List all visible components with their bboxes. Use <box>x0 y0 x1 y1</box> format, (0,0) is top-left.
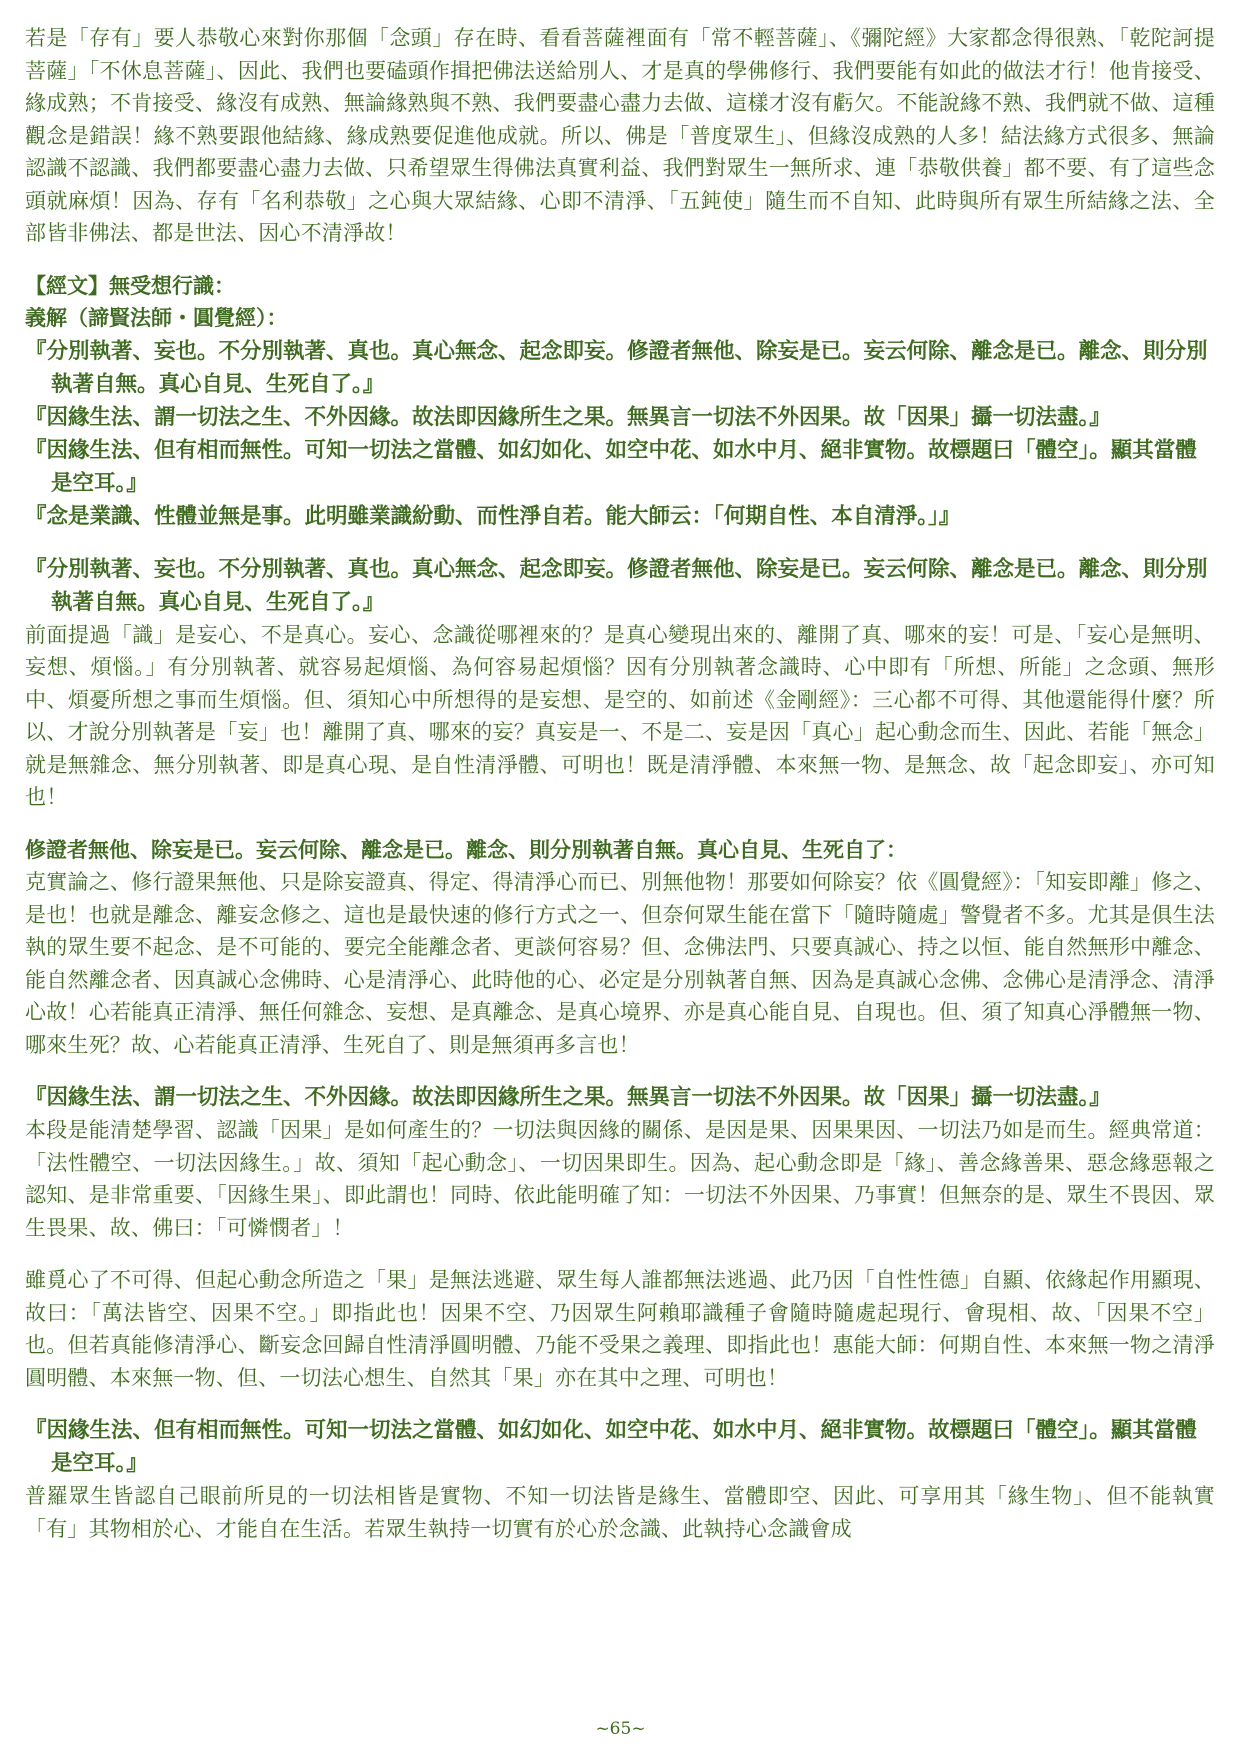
quote-2-repeat: 『因緣生法、謂一切法之生、不外因緣。故法即因緣所生之果。無異言一切法不外因果。故「因果」攝一切法盡。』 <box>25 1085 1111 1110</box>
document-body <box>25 22 1215 1545</box>
paragraph-intro: 若是「存有」要人恭敬心來對你那個「念頭」存在時、看看菩薩裡面有「常不輕菩薩」、《彌陀經》大家都念得很熟、「乾陀訶提菩薩」「不休息菩薩」、因此、我們也要磕頭作揖把佛法送給別人、才是真的學佛修行、我們要能有如此的做法才行！他肯接受、緣成熟；不肯接受、緣沒有成熟、無論緣熟與不熟、我們要盡心盡力去做、這樣才沒有虧欠。不能說緣不熟、我們就不做、這種觀念是錯誤！緣不熟要跟他結緣、緣成熟要促進他成就。所以、佛是「普度眾生」、但緣沒成熟的人多！結法緣方式很多、無論認識不認識、我們都要盡心盡力去做、只希望眾生得佛法真實利益、我們對眾生一無所求、連「恭敬供養」都不要、有了這些念頭就麻煩！因為、存有「名利恭敬」之心與大眾結緣、心即不清淨、「五鈍使」隨生而不自知、此時與所有眾生所結緣之法、全部皆非佛法、都是世法、因心不清淨故！ <box>25 26 1215 245</box>
commentary-heading: 義解（諦賢法師・圓覺經）： <box>25 305 288 330</box>
quote-1: 『分別執著、妄也。不分別執著、真也。真心無念、起念即妄。修證者無他、除妄是已。妄云何除、離念是已。離念、則分別執著自無。真心自見、生死自了。』 <box>25 338 1208 397</box>
paragraph-explanation-5: 普羅眾生皆認自己眼前所見的一切法相皆是實物、不知一切法皆是緣生、當體即空、因此、可享用其「緣生物」、但不能執實「有」其物相於心、才能自在生活。若眾生執持一切實有於心於念識、此執持心念識會成 <box>25 1484 1215 1541</box>
sutra-heading: 【經文】無受想行識： <box>25 272 235 298</box>
quote-1-repeat: 『分別執著、妄也。不分別執著、真也。真心無念、起念即妄。修證者無他、除妄是已。妄云何除、離念是已。離念、則分別執著自無。真心自見、生死自了。』 <box>25 556 1208 615</box>
paragraph-explanation-1: 前面提過「識」是妄心、不是真心。妄心、念識從哪裡來的？是真心變現出來的、離開了真、哪來的妄！可是、「妄心是無明、妄想、煩惱。」有分別執著、就容易起煩惱、為何容易起煩惱？因有分別執著念識時、心中即有「所想、所能」之念頭、無形中、煩憂所想之事而生煩惱。但、須知心中所想得的是妄想、是空的、如前述《金剛經》：三心都不可得、其他還能得什麼？所以、才說分別執著是「妄」也！離開了真、哪來的妄？真妄是一、不是二、妄是因「真心」起心動念而生、因此、若能「無念」就是無雜念、無分別執著、即是真心現、是自性清淨體、可明也！既是清淨體、本來無一物、是無念、故「起念即妄」、亦可知也！ <box>25 622 1215 809</box>
sub-heading: 修證者無他、除妄是已。妄云何除、離念是已。離念、則分別執著自無。真心自見、生死自了： <box>25 836 907 862</box>
quote-3-repeat: 『因緣生法、但有相而無性。可知一切法之當體、如幻如化、如空中花、如水中月、絕非實物。故標題曰「體空」。顯其當體是空耳。』 <box>25 1418 1197 1476</box>
quote-3: 『因緣生法、但有相而無性。可知一切法之當體、如幻如化、如空中花、如水中月、絕非實物。故標題曰「體空」。顯其當體是空耳。』 <box>25 437 1197 496</box>
paragraph-explanation-3: 本段是能清楚學習、認識「因果」是如何產生的？一切法與因緣的關係、是因是果、因果果因、一切法乃如是而生。經典常道：「法性體空、一切法因緣生。」故、須知「起心動念」、一切因果即生。因為、起心動念即是「緣」、善念緣善果、惡念緣惡報之認知、是非常重要、「因緣生果」、即此謂也！同時、依此能明確了知：一切法不外因果、乃事實！但無奈的是、眾生不畏因、眾生畏果、故、佛曰：「可憐憫者」！ <box>25 1118 1215 1240</box>
paragraph-explanation-4: 雖覓心了不可得、但起心動念所造之「果」是無法逃避、眾生每人誰都無法逃過、此乃因「自性性德」自顯、依緣起作用顯現、故曰：「萬法皆空、因果不空。」即指此也！因果不空、乃因眾生阿賴耶識種子會隨時隨處起現行、會現相、故、「因果不空」也。但若真能修清淨心、斷妄念回歸自性清淨圓明體、乃能不受果之義理、即指此也！惠能大師：何期自性、本來無一物之清淨圓明體、本來無一物、但、一切法心想生、自然其「果」亦在其中之理、可明也！ <box>25 1268 1215 1390</box>
quote-4: 『念是業識、性體並無是事。此明雖業識紛動、而性淨自若。能大師云：「何期自性、本自清淨。」』 <box>25 503 961 529</box>
page-number: ~65~ <box>595 1719 646 1739</box>
quote-2: 『因緣生法、謂一切法之生、不外因緣。故法即因緣所生之果。無異言一切法不外因果。故「因果」攝一切法盡。』 <box>25 404 1111 430</box>
paragraph-explanation-2: 克實論之、修行證果無他、只是除妄證真、得定、得清淨心而已、別無他物！那要如何除妄？依《圓覺經》：「知妄即離」修之、是也！也就是離念、離妄念修之、這也是最快速的修行方式之一、但奈何眾生能在當下「隨時隨處」警覺者不多。尤其是俱生法執的眾生要不起念、是不可能的、要完全能離念者、更談何容易？但、念佛法門、只要真誠心、持之以恒、能自然無形中離念、能自然離念者、因真誠心念佛時、心是清淨心、此時他的心、必定是分別執著自無、因為是真誠心念佛、念佛心是清淨念、清淨心故！心若能真正清淨、無任何雜念、妄想、是真離念、是真心境界、亦是真心能自見、自現也。但、須了知真心淨體無一物、哪來生死？故、心若能真正清淨、生死自了、則是無須再多言也！ <box>25 870 1215 1057</box>
